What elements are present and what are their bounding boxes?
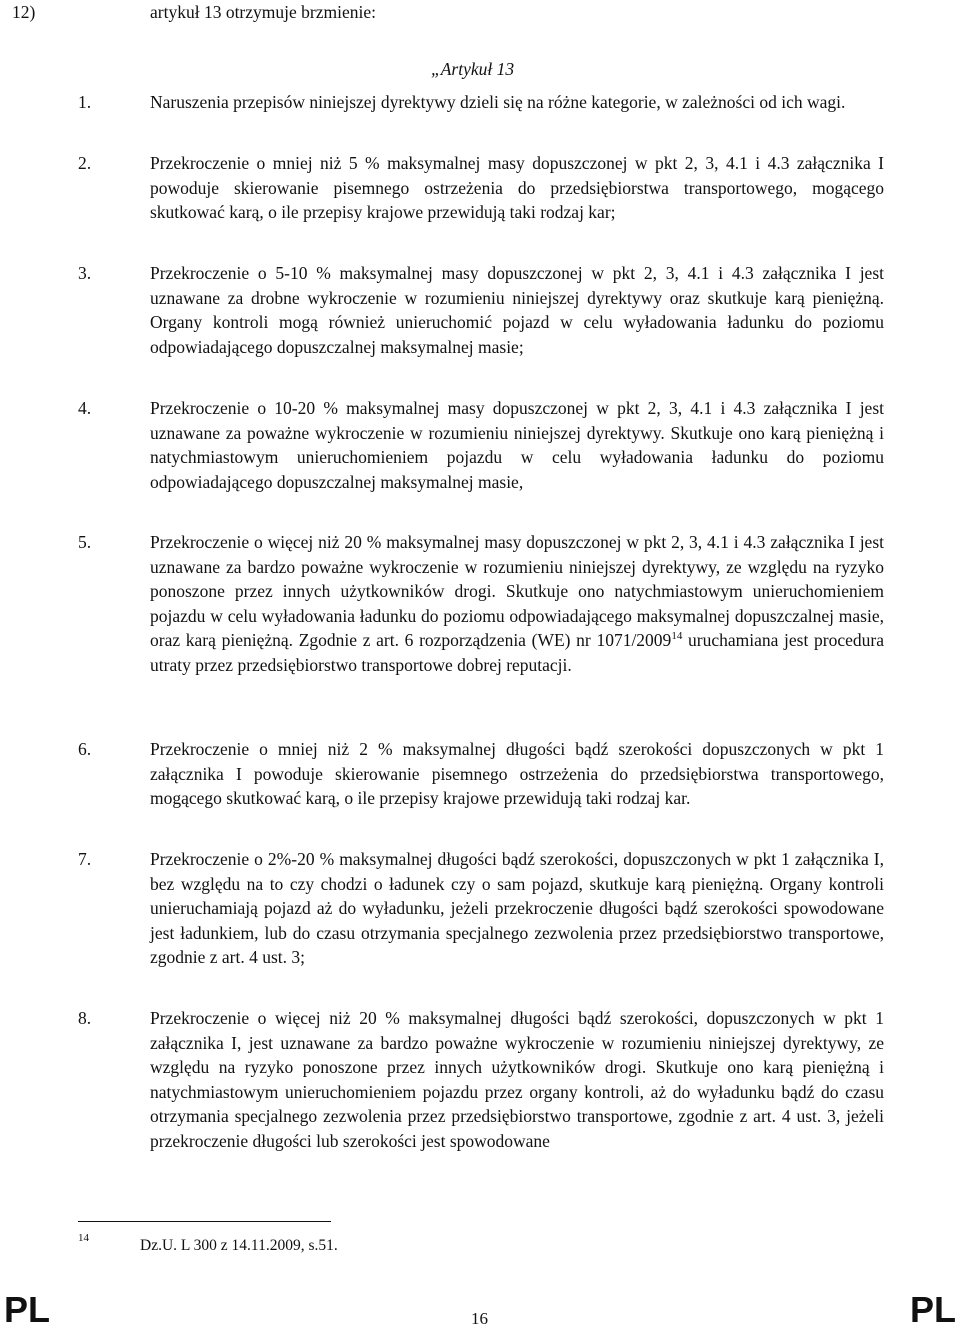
- paragraph-4: [78, 396, 884, 494]
- page-number: 16: [471, 1309, 488, 1328]
- paragraph-text-part-1: Przekroczenie o więcej niż 20 % maksymalnej masy dopuszczonej w pkt 2, 3, 4.1 i 4.3 załącznika I jest uznawane za bardzo poważne wykroczenie w rozumieniu niniejszej dyrektywy, ze względu na ryzyko ponoszone przez innych użytkowników drogi. Skutkuje ono natychmiastowym unieruchomieniem pojazdu w celu wyładowania ładunku do poziomu odpowiadającego maksymalnej dopuszczalnej masie, oraz karą pieniężną. Zgodnie z art. 6 rozporządzenia (WE) nr 1071/2009: [150, 532, 884, 650]
- paragraph-text: Przekroczenie o mniej niż 5 % maksymalnej masy dopuszczonej w pkt 2, 3, 4.1 i 4.3 załącznika I powoduje skierowanie pisemnego ostrzeżenia do przedsiębiorstwa transportowego, mogącego skutkować karą, o ile przepisy krajowe przewidują taki rodzaj kar;: [150, 153, 884, 222]
- paragraph-text: Przekroczenie o 5-10 % maksymalnej masy dopuszczonej w pkt 2, 3, 4.1 i 4.3 załącznika I jest uznawane za drobne wykroczenie w rozumieniu niniejszej dyrektywy oraz skutkuje karą pieniężną. Organy kontroli mogą również unieruchomić pojazd w celu wyładowania ładunku do poziomu odpowiadającego dopuszczalnej maksymalnej masie;: [150, 263, 884, 357]
- paragraph-number: 7.: [78, 849, 92, 869]
- language-code-left: PL: [4, 1289, 51, 1330]
- footnote-reference[interactable]: 14: [671, 630, 683, 642]
- paragraph-text: Przekroczenie o więcej niż 20 % maksymalnej długości bądź szerokości, dopuszczonych w pkt 1 załącznika I, jest uznawane za bardzo poważne wykroczenie w rozumieniu niniejszej dyrektywy, ze względu na ryzyko ponoszone przez innych użytkowników drogi. Skutkuje ono karą pieniężną i natychmiastowym unieruchomieniem pojazdu przez organy kontroli, aż do wyładunku bądź do czasu otrzymania specjalnego zezwolenia przez przedsiębiorstwo transportowe, zgodnie z art. 4 ust. 3, jeżeli przekroczenie długości lub szerokości jest spowodowane: [150, 1008, 884, 1151]
- amendment-number: 12): [12, 2, 36, 22]
- footnote-text: Dz.U. L 300 z 14.11.2009, s.51.: [140, 1237, 338, 1254]
- paragraph-5: [78, 530, 884, 677]
- article-title: „Artykuł 13: [431, 59, 515, 79]
- footnote-divider: [78, 1221, 331, 1222]
- paragraph-number: 6.: [78, 739, 92, 759]
- footnote-number: 14: [78, 1232, 89, 1244]
- paragraph-number: 5.: [78, 532, 92, 552]
- paragraph-number: 1.: [78, 92, 92, 112]
- paragraph-1: [78, 90, 884, 115]
- paragraph-8: [78, 1006, 884, 1153]
- paragraph-text: Naruszenia przepisów niniejszej dyrektywy dzieli się na różne kategorie, w zależności od ich wagi.: [150, 92, 846, 112]
- paragraph-text-part-2: uruchamiana jest procedura utraty przez przedsiębiorstwo transportowe dobrej reputacji.: [150, 630, 884, 675]
- paragraph-6: [78, 737, 884, 811]
- paragraph-number: 3.: [78, 263, 92, 283]
- paragraph-text: [150, 530, 884, 677]
- language-code-right: PL: [909, 1289, 956, 1330]
- paragraph-7: [78, 847, 884, 970]
- paragraph-text: Przekroczenie o mniej niż 2 % maksymalnej długości bądź szerokości dopuszczonych w pkt 1 załącznika I powoduje skierowanie pisemnego ostrzeżenia do przedsiębiorstwa transportowego, mogącego skutkować karą, o ile przepisy krajowe przewidują taki rodzaj kar.: [150, 739, 884, 808]
- paragraph-2: [78, 151, 884, 225]
- paragraph-text: Przekroczenie o 10-20 % maksymalnej masy dopuszczonej w pkt 2, 3, 4.1 i 4.3 załącznika I jest uznawane za poważne wykroczenie w rozumieniu niniejszej dyrektywy. Skutkuje ono karą pieniężną i natychmiastowym unieruchomieniem pojazdu w celu wyładowania ładunku do poziomu odpowiadającego dopuszczalnej maksymalnej masie,: [150, 398, 884, 492]
- paragraph-3: [78, 261, 884, 359]
- amendment-intro: artykuł 13 otrzymuje brzmienie:: [150, 2, 376, 22]
- paragraph-number: 8.: [78, 1008, 92, 1028]
- paragraph-text: Przekroczenie o 2%-20 % maksymalnej długości bądź szerokości, dopuszczonych w pkt 1 załącznika I, bez względu na to czy chodzi o ładunek czy o sam pojazd, skutkuje karą pieniężną. Organy kontroli unieruchamiają pojazd aż do wyładunku, jeżeli przekroczenie długości bądź szerokości spowodowane jest ładunkiem, lub do czasu otrzymania specjalnego zezwolenia przez przedsiębiorstwo transportowe, zgodnie z art. 4 ust. 3;: [150, 849, 884, 967]
- paragraph-number: 4.: [78, 398, 92, 418]
- paragraph-number: 2.: [78, 153, 92, 173]
